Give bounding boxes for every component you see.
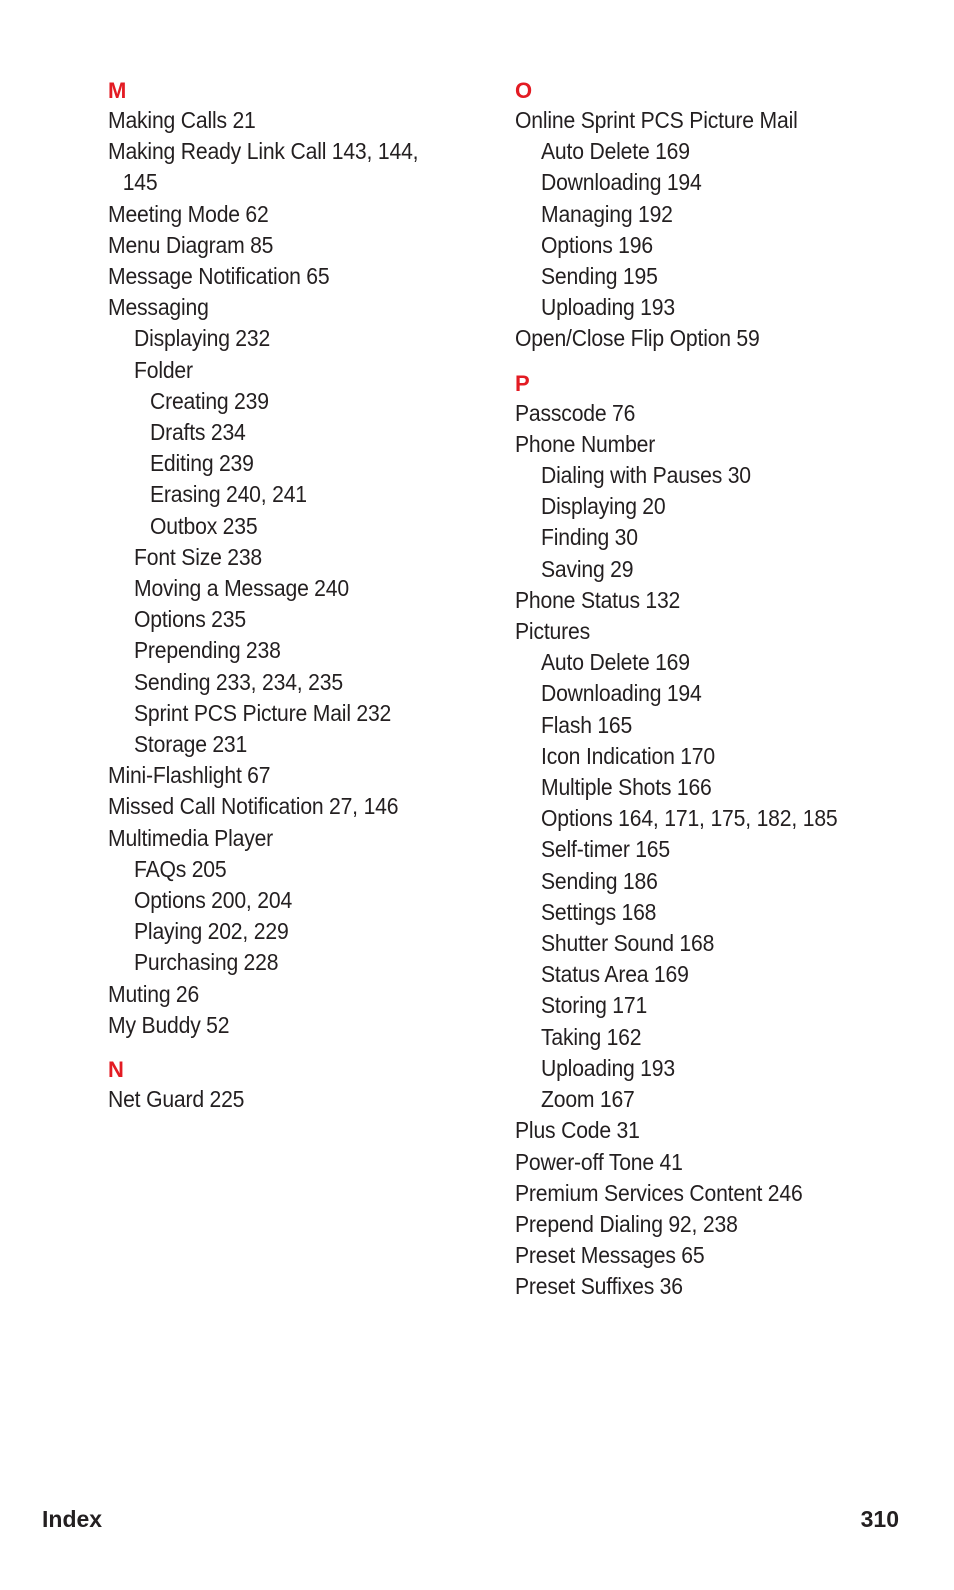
entry-term: Outbox [150,512,218,539]
entry-pages: 20 [642,493,666,520]
entry-term: Sending [134,668,211,695]
index-entry [541,866,903,897]
entry-term: Menu Diagram [108,231,245,258]
entry-pages: 239 [218,450,254,477]
entry-pages: 168 [621,898,657,925]
index-entry [541,167,903,198]
index-entry [541,261,903,292]
index-entry [541,1084,903,1115]
entry-term: Auto Delete [541,138,650,165]
entry-pages: 228 [243,949,279,976]
entry-term: Online Sprint PCS Picture Mail [515,107,798,133]
entry-term: Downloading [541,169,662,196]
index-entry [134,916,460,947]
index-entry [515,1240,901,1271]
entry-pages: 31 [616,1117,640,1144]
entry-term: Erasing [150,481,221,508]
index-entry [515,1147,901,1178]
entry-term: Displaying [541,493,637,520]
entry-pages: 164, 171, 175, 182, 185 [618,805,838,832]
entry-term: Preset Messages [515,1242,676,1269]
entry-term: Uploading [541,1054,635,1081]
entry-term: Editing [150,450,214,477]
index-entry [515,616,901,647]
entry-term: Zoom [541,1086,595,1113]
index-entry [541,678,903,709]
entry-pages: 170 [680,742,715,769]
entry-pages: 30 [614,524,638,551]
entry-pages: 200, 204 [211,887,293,914]
index-entry [134,729,460,760]
entry-term: Font Size [134,543,222,570]
entry-pages: 192 [637,200,673,227]
entry-term: Storage [134,731,207,758]
entry-pages: 29 [610,555,634,582]
index-entry [541,554,903,585]
entry-pages: 240 [314,575,349,602]
entry-pages: 26 [175,980,200,1007]
index-entry [541,928,903,959]
index-column-left [108,76,488,1115]
entry-pages: 65 [306,263,330,290]
index-entry [541,772,903,803]
entry-term: Status Area [541,961,649,988]
entry-term: Self-timer [541,836,630,863]
index-entry [108,1010,458,1041]
index-entry [541,647,903,678]
index-entry [541,460,903,491]
entry-pages: 233, 234, 235 [215,668,343,695]
index-entry [515,1115,901,1146]
index-entry [134,854,460,885]
entry-pages: 186 [622,867,658,894]
entry-term: Dialing with Pauses [541,462,723,489]
entry-pages: 92, 238 [668,1210,738,1237]
section-letter: P [515,370,530,396]
entry-term: Messaging [108,294,209,321]
index-entry [515,323,901,354]
entry-term: Saving [541,555,605,582]
index-section-p [515,369,935,1303]
entry-pages: 238 [227,543,263,570]
entry-term: Options [541,231,613,258]
entry-term: Auto Delete [541,649,650,676]
footer-page-number: 310 [860,1506,899,1532]
section-letter: N [108,1057,124,1083]
entry-term: Moving a Message [134,575,309,602]
index-entry [150,479,461,510]
entry-pages: 143, 144, 145 [122,138,419,196]
index-section-n [108,1055,488,1115]
entry-pages: 232 [235,325,271,352]
index-entry [541,897,903,928]
index-entry [541,834,903,865]
entry-pages: 171 [612,992,648,1019]
entry-pages: 165 [597,711,633,738]
index-entry [541,959,903,990]
entry-pages: 59 [736,325,760,352]
entry-pages: 225 [209,1086,245,1113]
entry-pages: 195 [622,263,658,290]
index-entry [541,522,903,553]
index-entry [150,386,461,417]
index-column-right [515,76,935,1303]
index-entry [108,1084,458,1115]
entry-term: Storing [541,992,607,1019]
index-entry [108,230,458,261]
entry-pages: 238 [245,637,281,664]
entry-pages: 239 [234,387,269,414]
index-entry [108,979,458,1010]
index-entry [108,199,458,230]
entry-term: Making Ready Link Call [108,138,327,165]
index-entry [150,417,461,448]
entry-pages: 36 [659,1273,683,1300]
index-entry [134,698,460,729]
index-entry [134,355,460,386]
index-entry [541,741,903,772]
footer-section-name: Index [42,1506,103,1532]
entry-term: Options [134,887,206,914]
entry-term: Folder [134,356,193,383]
entry-term: Prepend Dialing [515,1210,663,1237]
index-entry [134,635,460,666]
entry-term: Mini-Flashlight [108,762,242,789]
entry-term: Playing [134,918,203,945]
entry-term: Multiple Shots [541,774,672,801]
entry-term: Options [541,805,613,832]
index-entry [150,448,461,479]
entry-pages: 168 [679,930,715,957]
entry-pages: 67 [247,762,271,789]
entry-term: Taking [541,1023,602,1050]
index-entry [515,1271,901,1302]
entry-term: Displaying [134,325,230,352]
index-entry [541,990,903,1021]
index-entry [108,261,458,292]
entry-pages: 162 [606,1023,642,1050]
entry-pages: 194 [666,680,702,707]
index-entry [108,292,458,323]
index-entry [541,230,903,261]
entry-pages: 165 [635,836,670,863]
entry-pages: 193 [640,294,675,321]
index-entry [515,105,901,136]
entry-pages: 65 [681,1242,705,1269]
entry-pages: 76 [611,399,636,426]
index-section-m [108,76,488,1041]
section-letter: M [108,78,127,103]
index-entry [108,136,454,198]
index-entry [515,398,901,429]
entry-pages: 85 [250,231,274,258]
entry-pages: 169 [653,961,689,988]
index-entry [541,199,903,230]
index-entry [515,1178,901,1209]
index-entry [134,885,460,916]
entry-term: Icon Indication [541,742,675,769]
entry-term: FAQs [134,855,187,882]
entry-term: Premium Services Content [515,1179,763,1206]
entry-term: Making Calls [108,107,227,133]
index-entry [134,323,460,354]
index-entry [134,667,460,698]
entry-pages: 234 [210,419,246,446]
index-entry [108,105,458,136]
index-entry [108,760,458,791]
entry-pages: 21 [232,107,256,133]
entry-term: Multimedia Player [108,824,274,851]
entry-pages: 202, 229 [207,918,289,945]
index-entry [134,542,460,573]
index-section-o [515,76,935,355]
entry-pages: 169 [655,138,690,165]
entry-term: Finding [541,524,610,551]
entry-pages: 169 [655,649,690,676]
entry-term: Drafts [150,419,206,446]
entry-pages: 235 [222,512,258,539]
entry-term: Creating [150,387,229,414]
entry-pages: 235 [211,606,246,633]
entry-pages: 232 [356,699,392,726]
entry-pages: 194 [666,169,702,196]
entry-term: Power-off Tone [515,1148,654,1175]
entry-term: Sending [541,263,618,290]
entry-term: Downloading [541,680,662,707]
entry-term: Pictures [515,618,590,645]
entry-term: Phone Number [515,430,656,457]
entry-pages: 240, 241 [225,481,307,508]
entry-pages: 52 [206,1011,230,1038]
index-entry [515,1209,901,1240]
entry-term: Shutter Sound [541,930,674,957]
entry-term: Plus Code [515,1117,611,1144]
entry-term: Message Notification [108,263,301,290]
entry-term: Purchasing [134,949,239,976]
index-entry [134,947,460,978]
index-entry [515,585,901,616]
entry-term: Options [134,606,206,633]
entry-pages: 193 [640,1054,675,1081]
index-entry [541,491,903,522]
index-entry [150,511,461,542]
entry-term: Sprint PCS Picture Mail [134,699,351,726]
index-entry [541,803,903,834]
entry-term: Settings [541,898,616,925]
entry-pages: 246 [767,1179,803,1206]
entry-term: Meeting Mode [108,200,240,227]
index-entry [541,710,903,741]
entry-pages: 132 [645,586,681,613]
entry-pages: 27, 146 [329,793,399,820]
entry-term: Uploading [541,294,635,321]
entry-pages: 62 [245,200,269,227]
entry-term: Sending [541,867,618,894]
entry-term: Managing [541,200,633,227]
index-entry [108,823,458,854]
index-entry [134,573,460,604]
entry-pages: 41 [659,1148,683,1175]
index-entry [541,292,903,323]
index-entry [108,791,458,822]
entry-term: Flash [541,711,592,738]
entry-term: Missed Call Notification [108,793,324,820]
entry-pages: 166 [676,774,712,801]
entry-term: Net Guard [108,1086,204,1113]
entry-pages: 205 [191,855,227,882]
entry-term: Phone Status [515,586,640,613]
entry-term: Passcode [515,399,607,426]
section-letter: O [515,78,533,103]
entry-term: My Buddy [108,1011,201,1038]
entry-pages: 196 [618,231,653,258]
index-entry [541,1053,903,1084]
index-entry [515,429,901,460]
index-entry [541,136,903,167]
index-entry [134,604,460,635]
entry-term: Prepending [134,637,241,664]
entry-pages: 167 [599,1086,635,1113]
entry-term: Muting [108,980,171,1007]
entry-pages: 30 [727,462,751,489]
entry-term: Preset Suffixes [515,1273,655,1300]
index-entry [541,1022,903,1053]
entry-term: Open/Close Flip Option [515,325,731,352]
entry-pages: 231 [212,731,248,758]
